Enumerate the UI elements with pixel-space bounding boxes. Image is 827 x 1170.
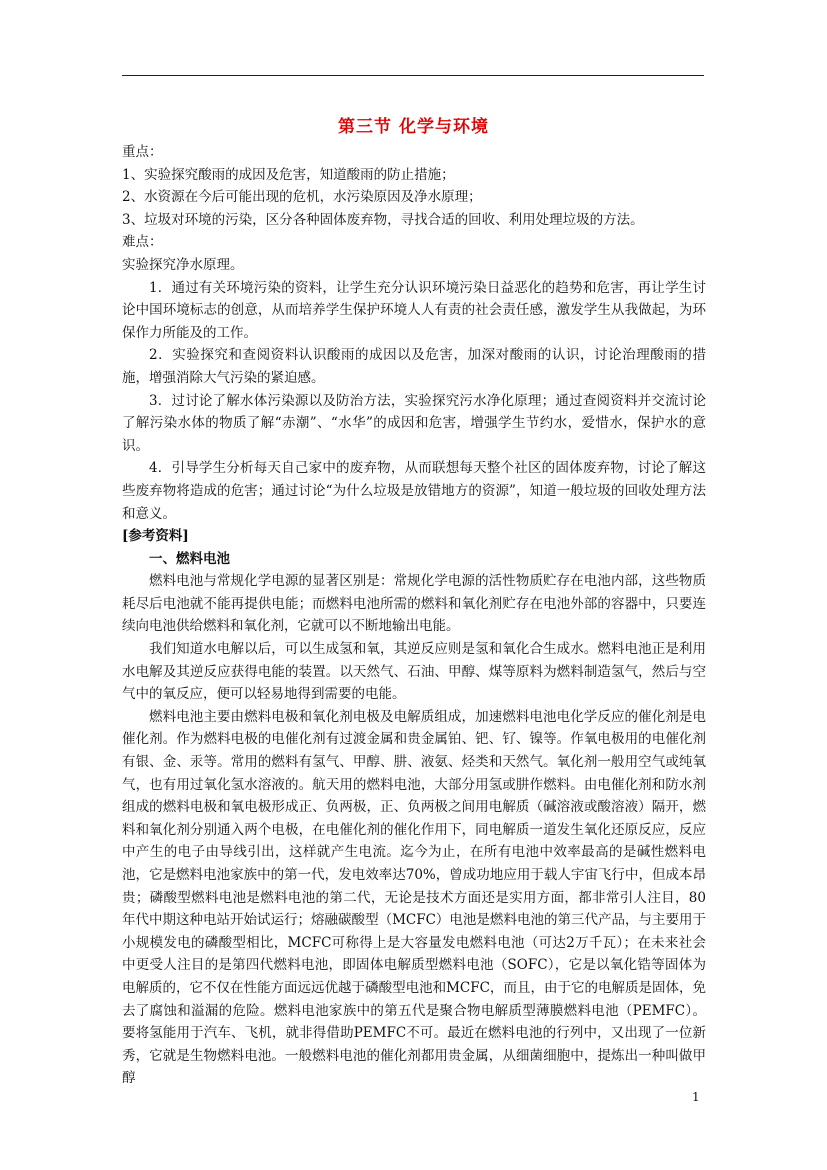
header-rule: [122, 75, 704, 76]
key-points-heading: 重点：: [122, 144, 163, 160]
key-point-item: 1、实验探究酸雨的成因及危害，知道酸雨的防止措施；: [122, 166, 455, 183]
reference-paragraph: 燃料电池与常规化学电源的显著区别是：常规化学电源的活性物质贮存在电池内部，这些物质耗尽后电池就不能再提供电能；而燃料电池所需的燃料和氧化剂贮存在电池外部的容器中，只要连续向电池供给燃料和氧化剂，它就可以不断地输出电能。: [122, 573, 706, 635]
objective-paragraph: 3．过讨论了解水体污染源以及防治方法，实验探究污水净化原理；通过查阅资料并交流讨论了解污染水体的物质了解“赤潮”、“水华”的成因和危害，增强学生节约水，爱惜水，保护水的意识。: [122, 392, 706, 454]
key-point-item: 2、水资源在今后可能出现的危机，水污染原因及净水原理；: [122, 189, 482, 206]
page-number: 1: [692, 1090, 700, 1104]
reference-paragraph: 我们知道水电解以后，可以生成氢和氧，其逆反应则是氢和氧化合生成水。燃料电池正是利用水电解及其逆反应获得电能的装置。以天然气、石油、甲醇、煤等原料为燃料制造氢气，然后与空气中的氧反应，便可以轻易地得到需要的电能。: [122, 641, 706, 703]
reference-paragraph: 燃料电池主要由燃料电极和氧化剂电极及电解质组成，加速燃料电池电化学反应的催化剂是电催化剂。作为燃料电极的电催化剂有过渡金属和贵金属铂、钯、钌、镍等。作氧电极用的电催化剂有银、金、汞等。常用的燃料有氢气、甲醇、肼、液氨、烃类和天然气。氧化剂一般用空气或纯氧气，也有用过氧化氢水溶液的。航天用的燃料电池，大部分用氢或肼作燃料。由电催化剂和防水剂组成的燃料电极和氧电极形成正、负两极，正、负两极之间用电解质（碱溶液或酸溶液）隔开，燃料和氧化剂分别通入两个电极，在电催化剂的催化作用下，同电解质一道发生氧化还原反应，反应中产生的电子由导线引出，这样就产生电流。迄今为止，在所有电池中效率最高的是碱性燃料电池，它是燃料电池家族中的第一代，发电效率达70%，曾成功地应用于载人宇宙飞行中，但成本昂贵；磷酸型燃料电池是燃料电池的第二代，无论是技术方面还是实用方面，都非常引人注目，80年代中期这种电站开始试运行；熔融碳酸型（MCFC）电池是燃料电池的第三代产品，与主要用于小规模发电的磷酸型相比，MCFC可称得上是大容量发电燃料电池（可达2万千瓦）；在未来社会中更受人注目的是第四代燃料电池，即固体电解质型燃料电池（SOFC），它是以氧化锆等固体为电解质的，它不仅在性能方面远远优越于磷酸型电池和MCFC，而且，由于它的电解质是固体，免去了腐蚀和溢漏的危险。燃料电池家族中的第五代是聚合物电解质型薄膜燃料电池（PEMFC）。要将氢能用于汽车、飞机，就非得借助PEMFC不可。最近在燃料电池的行列中，又出现了一位新秀，它就是生物燃料电池。一般燃料电池的催化剂都用贵金属，从细菌细胞中，提炼出一种叫做甲醇: [122, 708, 706, 1087]
section-heading: 一、燃料电池: [149, 550, 230, 567]
difficulty-text: 实验探究净水原理。: [122, 256, 244, 273]
key-point-item: 3、垃圾对环境的污染，区分各种固体废弃物，寻找合适的回收、利用处理垃圾的方法。: [122, 211, 644, 228]
page-title: 第三节 化学与环境: [338, 117, 489, 137]
document-body: [122, 141, 706, 1090]
difficulty-heading: 难点：: [122, 234, 163, 251]
objective-paragraph: 2．实验探究和查阅资料认识酸雨的成因以及危害，加深对酸雨的认识，讨论治理酸雨的措施，增强消除大气污染的紧迫感。: [122, 347, 706, 386]
objective-paragraph: 1．通过有关环境污染的资料，让学生充分认识环境污染日益恶化的趋势和危害，再让学生讨论中国环境标志的创意，从而培养学生保护环境人人有责的社会责任感，激发学生从我做起，为环保作力所能及的工作。: [122, 279, 706, 341]
objective-paragraph: 4．引导学生分析每天自己家中的废弃物，从而联想每天整个社区的固体废弃物，讨论了解这些废弃物将造成的危害；通过讨论“为什么垃圾是放错地方的资源”，知道一般垃圾的回收处理方法和意义。: [122, 460, 706, 522]
reference-heading: [参考资料]: [122, 528, 189, 545]
